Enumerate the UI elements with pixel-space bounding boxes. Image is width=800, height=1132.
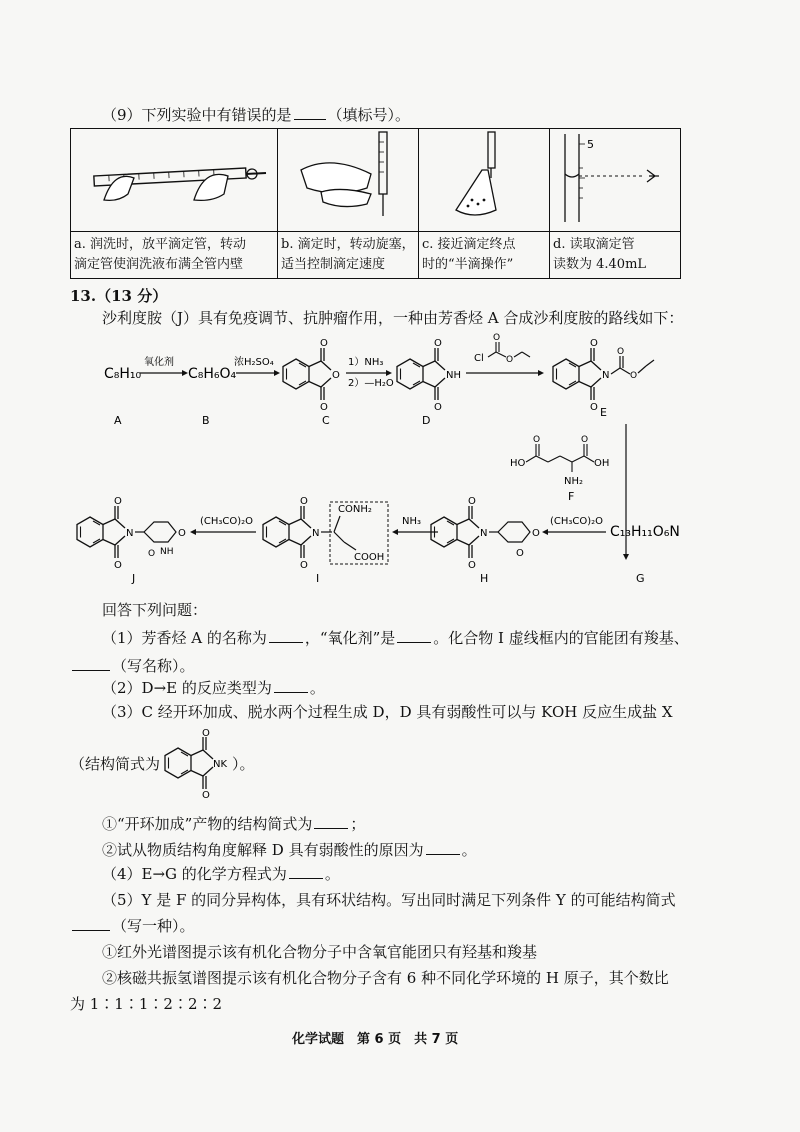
q13-part3: （3）C 经开环加成、脱水两个过程生成 D，D 具有弱酸性可以与 KOH 反应生成盐 X: [102, 703, 673, 721]
structure-H: [431, 496, 540, 571]
experiment-d-caption: d. 读取滴定管 读数为 4.40mL: [550, 232, 681, 279]
answer-blank: [314, 813, 348, 829]
q13-part1: （1）芳香烃 A 的名称为 ，“氧化剂”是 。化合物 I 虚线框内的官能团有羧基、: [102, 629, 689, 647]
svg-text:O: O: [617, 347, 625, 357]
label-J: J: [132, 572, 136, 585]
q13-part5: （5）Y 是 F 的同分异构体，具有环状结构。写出同时满足下列条件 Y 的可能结构简式: [102, 891, 676, 909]
q13-part4: （4）E→G 的化学方程式为 。: [102, 865, 340, 883]
compound-A-formula: C₈H₁₀: [104, 366, 142, 382]
svg-text:O: O: [468, 496, 476, 507]
experiment-table: [70, 128, 681, 279]
experiment-d-figure: [550, 129, 681, 232]
label-A: A: [114, 414, 122, 427]
svg-text:O: O: [532, 528, 540, 539]
svg-text:O: O: [630, 371, 638, 381]
reagent-dehydrate: 2）—H₂O: [348, 378, 394, 389]
experiment-b-caption: b. 滴定时，转动旋塞， 适当控制滴定速度: [278, 232, 419, 279]
svg-text:N: N: [480, 528, 488, 539]
answer-blank: [72, 655, 110, 671]
svg-text:O: O: [202, 728, 210, 739]
answer-blank: [72, 915, 110, 931]
svg-text:O: O: [332, 370, 340, 381]
svg-text:O: O: [468, 560, 476, 571]
svg-text:COOH: COOH: [354, 552, 385, 563]
q13-condition2: ②核磁共振氢谱图提示该有机化合物分子含有 6 种不同化学环境的 H 原子，其个数比: [102, 969, 669, 987]
synthesis-scheme: [60, 328, 680, 600]
svg-text:N: N: [602, 370, 610, 381]
answer-blank: [269, 627, 303, 643]
structure-I: [263, 496, 388, 571]
answer-blank: [274, 677, 308, 693]
q13-part1-cont: （写名称）。: [70, 654, 195, 678]
svg-text:O: O: [320, 402, 328, 413]
q13-part3-struct: （结构简式为: [70, 755, 161, 773]
svg-text:NH: NH: [446, 370, 461, 381]
label-G: G: [636, 572, 645, 585]
reagent-oxidant: 氧化剂: [144, 357, 174, 368]
reagent-anhydride-2: (CH₃CO)₂O: [200, 516, 254, 527]
svg-text:O: O: [178, 528, 186, 539]
svg-text:Cl: Cl: [474, 353, 484, 364]
burette-mark: 5: [587, 138, 594, 151]
q13-part3-1: ①“开环加成”产物的结构简式为 ；: [102, 815, 366, 833]
reagent-acid: 浓H₂SO₄: [234, 357, 274, 368]
svg-text:O: O: [581, 435, 589, 445]
svg-text:O: O: [300, 560, 308, 571]
q13-part3-struct-end: ）。: [232, 755, 255, 773]
label-F: F: [568, 490, 575, 503]
label-I: I: [316, 572, 320, 585]
structure-C: [283, 338, 340, 413]
svg-text:OH: OH: [594, 458, 610, 469]
reagent-anhydride-1: (CH₃CO)₂O: [550, 516, 604, 527]
burette-rinse-drawing: [74, 130, 274, 226]
compound-G-formula: C₁₃H₁₁O₆N: [610, 524, 680, 540]
q9-text: （9）下列实验中有错误的是: [102, 106, 292, 124]
half-drop-drawing: [422, 130, 546, 226]
svg-text:HO: HO: [510, 458, 526, 469]
label-D: D: [422, 414, 431, 427]
compound-B-formula: C₈H₆O₄: [188, 366, 237, 382]
answer-prompt: 回答下列问题：: [102, 601, 208, 619]
q13-intro: 沙利度胺（J）具有免疫调节、抗肿瘤作用，一种由芳香烃 A 合成沙利度胺的路线如下：: [102, 309, 684, 327]
answer-blank: [289, 863, 323, 879]
label-B: B: [202, 414, 210, 427]
svg-text:O: O: [434, 338, 442, 349]
burette-reading-drawing: [553, 130, 677, 226]
svg-text:NH: NH: [160, 547, 174, 557]
burette-titration-drawing: [281, 130, 415, 226]
answer-blank: [294, 104, 326, 120]
svg-text:O: O: [148, 549, 156, 559]
svg-text:O: O: [590, 338, 598, 349]
svg-text:O: O: [434, 402, 442, 413]
svg-text:O: O: [533, 435, 541, 445]
reagent-ethyl-chloroformate: [474, 333, 530, 365]
svg-text:O: O: [114, 496, 122, 507]
structure-D: [397, 338, 461, 413]
svg-text:NH₂: NH₂: [564, 476, 584, 487]
structure-F: [510, 435, 609, 487]
svg-text:O: O: [493, 333, 501, 343]
q9-text-end: （填标号）。: [327, 106, 411, 124]
experiment-c-caption: c. 接近滴定终点 时的“半滴操作”: [419, 232, 550, 279]
experiment-b-figure: [278, 129, 419, 232]
q13-part5-cont: （写一种）。: [70, 914, 195, 938]
label-C: C: [322, 414, 330, 427]
svg-text:NK: NK: [213, 759, 228, 770]
label-E: E: [600, 406, 607, 419]
q9-question: [102, 103, 410, 127]
label-H: H: [480, 572, 489, 585]
experiment-c-figure: [419, 129, 550, 232]
svg-text:O: O: [506, 355, 514, 365]
svg-text:O: O: [202, 790, 210, 801]
svg-text:O: O: [590, 402, 598, 413]
structure-J: [77, 496, 186, 571]
svg-text:O: O: [320, 338, 328, 349]
svg-text:N: N: [312, 528, 320, 539]
svg-text:O: O: [300, 496, 308, 507]
svg-text:O: O: [114, 560, 122, 571]
experiment-a-figure: [71, 129, 278, 232]
experiment-a-caption: a. 润洗时，放平滴定管，转动 滴定管使润洗液布满全管内壁: [71, 232, 278, 279]
answer-blank: [426, 839, 460, 855]
svg-text:CONH₂: CONH₂: [338, 504, 372, 515]
svg-text:N: N: [126, 528, 134, 539]
structure-E: [553, 338, 654, 413]
svg-text:O: O: [516, 548, 524, 559]
page-footer: 化学试题 第 6 页 共 7 页: [292, 1032, 459, 1047]
q13-condition2-cont: 为 1∶1∶1∶2∶2∶2: [70, 995, 223, 1013]
q13-part2: （2）D→E 的反应类型为 。: [102, 679, 325, 697]
q13-part3-2: ②试从物质结构角度解释 D 具有弱酸性的原因为 。: [102, 841, 477, 859]
q13-header: 13.（13 分）: [70, 287, 168, 305]
reagent-nh3: 1）NH₃: [348, 357, 384, 368]
answer-blank: [397, 627, 431, 643]
q13-condition1: ①红外光谱图提示该有机化合物分子中含氧官能团只有羟基和羧基: [102, 943, 538, 961]
reagent-nh3-2: NH₃: [402, 516, 422, 527]
